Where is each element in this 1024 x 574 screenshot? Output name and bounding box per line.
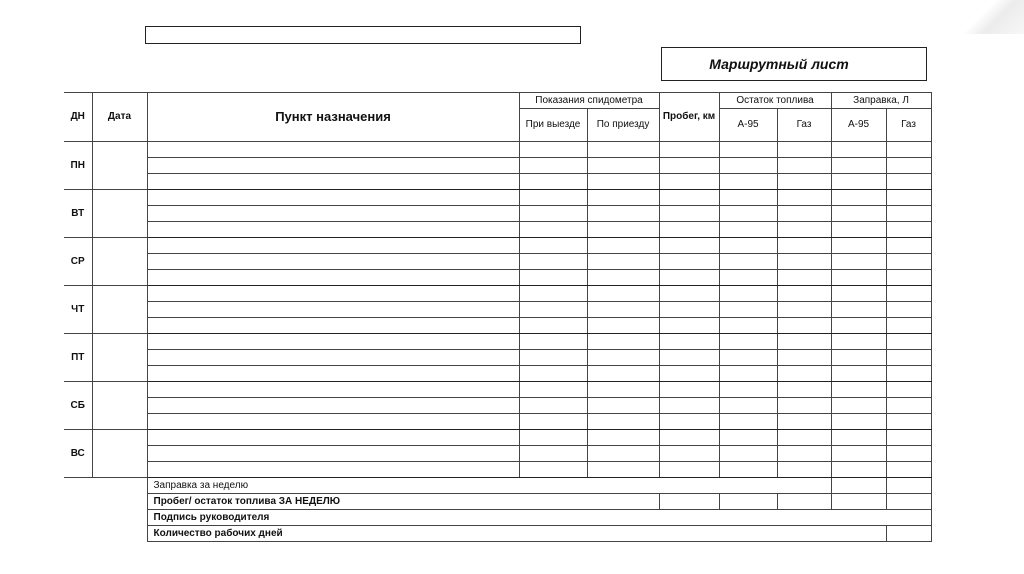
refuel-a95-cell[interactable]	[831, 222, 886, 238]
refuel-a95-cell[interactable]	[831, 318, 886, 334]
refuel-gas-cell[interactable]	[886, 174, 931, 190]
refuel-gas-cell[interactable]	[886, 398, 931, 414]
fuel-gas-cell[interactable]	[777, 222, 831, 238]
refuel-a95-cell[interactable]	[831, 382, 886, 398]
refuel-gas-cell[interactable]	[886, 446, 931, 462]
arrival-cell[interactable]	[587, 190, 659, 206]
arrival-cell[interactable]	[587, 302, 659, 318]
refuel-gas-cell[interactable]	[886, 430, 931, 446]
departure-cell[interactable]	[519, 206, 587, 222]
destination-cell[interactable]	[147, 254, 519, 270]
arrival-cell[interactable]	[587, 270, 659, 286]
day-label: СР	[64, 238, 92, 286]
arrival-cell[interactable]	[587, 430, 659, 446]
day-row	[64, 190, 931, 206]
destination-cell[interactable]	[147, 414, 519, 430]
refuel-a95-cell[interactable]	[831, 366, 886, 382]
mileage-cell[interactable]	[659, 238, 719, 254]
mileage-cell[interactable]	[659, 446, 719, 462]
departure-cell[interactable]	[519, 158, 587, 174]
day-row	[64, 334, 931, 350]
mileage-cell[interactable]	[659, 430, 719, 446]
arrival-cell[interactable]	[587, 142, 659, 158]
destination-cell[interactable]	[147, 350, 519, 366]
mileage-cell[interactable]	[659, 254, 719, 270]
destination-cell[interactable]	[147, 158, 519, 174]
fuel-gas-cell[interactable]	[777, 350, 831, 366]
destination-cell[interactable]	[147, 446, 519, 462]
fuel-gas-cell[interactable]	[777, 174, 831, 190]
day-row	[64, 446, 931, 462]
fuel-gas-cell[interactable]	[777, 446, 831, 462]
date-cell[interactable]	[92, 334, 147, 382]
refuel-gas-cell[interactable]	[886, 318, 931, 334]
departure-cell[interactable]	[519, 446, 587, 462]
mileage-cell[interactable]	[659, 382, 719, 398]
mileage-week-bold: ЗА НЕДЕЛЮ	[278, 495, 341, 507]
refuel-gas-cell[interactable]	[886, 142, 931, 158]
footer-value-cell[interactable]	[886, 478, 931, 494]
departure-cell[interactable]	[519, 430, 587, 446]
day-row	[64, 462, 931, 478]
header-refuel	[831, 93, 931, 109]
destination-cell[interactable]	[147, 462, 519, 478]
fuel-a95-cell[interactable]	[719, 206, 777, 222]
refuel-gas-cell[interactable]	[886, 206, 931, 222]
day-row	[64, 286, 931, 302]
mileage-cell[interactable]	[659, 158, 719, 174]
manager-signature-label: Подпись руководителя	[147, 510, 931, 526]
fuel-a95-cell[interactable]	[719, 270, 777, 286]
date-cell[interactable]	[92, 286, 147, 334]
refuel-a95-cell[interactable]	[831, 350, 886, 366]
mileage-week-prefix: Пробег/ остаток топлива	[153, 495, 279, 507]
day-row	[64, 254, 931, 270]
footer-value-cell[interactable]	[886, 494, 931, 510]
destination-cell[interactable]	[147, 286, 519, 302]
day-row	[64, 382, 931, 398]
refuel-a95-cell[interactable]	[831, 142, 886, 158]
arrival-cell[interactable]	[587, 414, 659, 430]
mileage-week-label	[147, 494, 659, 510]
departure-cell[interactable]	[519, 254, 587, 270]
mileage-cell[interactable]	[659, 302, 719, 318]
fuel-a95-cell[interactable]	[719, 462, 777, 478]
fuel-a95-cell[interactable]	[719, 254, 777, 270]
refuel-gas-cell[interactable]	[886, 222, 931, 238]
fuel-gas-cell[interactable]	[777, 142, 831, 158]
refuel-gas-cell[interactable]	[886, 286, 931, 302]
fuel-gas-cell[interactable]	[777, 462, 831, 478]
header-at-departure: При выезде	[519, 109, 587, 142]
departure-cell[interactable]	[519, 334, 587, 350]
fuel-gas-cell[interactable]	[777, 238, 831, 254]
fuel-a95-cell[interactable]	[719, 190, 777, 206]
header-refuel-label: Заправка, Л	[853, 94, 909, 106]
date-cell[interactable]	[92, 142, 147, 190]
header-input-box[interactable]	[145, 26, 581, 44]
fuel-gas-cell[interactable]	[777, 414, 831, 430]
fuel-a95-cell[interactable]	[719, 174, 777, 190]
mileage-cell[interactable]	[659, 286, 719, 302]
fuel-a95-cell[interactable]	[719, 366, 777, 382]
mileage-cell[interactable]	[659, 142, 719, 158]
header-speedometer: Показания спидометра	[519, 93, 659, 109]
date-cell[interactable]	[92, 190, 147, 238]
refuel-a95-cell[interactable]	[831, 334, 886, 350]
fuel-a95-cell[interactable]	[719, 350, 777, 366]
refuel-a95-cell[interactable]	[831, 398, 886, 414]
refuel-gas-cell[interactable]	[886, 350, 931, 366]
day-label: СБ	[64, 382, 92, 430]
refuel-gas-cell[interactable]	[886, 366, 931, 382]
refuel-a95-cell[interactable]	[831, 174, 886, 190]
page-corner-shadow	[954, 0, 1024, 34]
destination-cell[interactable]	[147, 190, 519, 206]
refuel-gas-cell[interactable]	[886, 270, 931, 286]
arrival-cell[interactable]	[587, 318, 659, 334]
mileage-week-row	[64, 494, 931, 510]
header-day: ДН	[64, 93, 92, 142]
fuel-gas-cell[interactable]	[777, 286, 831, 302]
day-row	[64, 350, 931, 366]
day-label: ПТ	[64, 334, 92, 382]
fuel-a95-cell[interactable]	[719, 414, 777, 430]
fuel-gas-cell[interactable]	[777, 302, 831, 318]
day-row	[64, 238, 931, 254]
destination-cell[interactable]	[147, 366, 519, 382]
header-refuel-a95: А-95	[831, 109, 886, 142]
fuel-gas-cell[interactable]	[777, 398, 831, 414]
footer-value-cell[interactable]	[777, 494, 831, 510]
refuel-a95-cell[interactable]	[831, 302, 886, 318]
footer-value-cell[interactable]	[886, 526, 931, 542]
mileage-cell[interactable]	[659, 366, 719, 382]
refuel-a95-cell[interactable]	[831, 446, 886, 462]
header-destination: Пункт назначения	[147, 93, 519, 142]
header-fuel-left: Остаток топлива	[719, 93, 831, 109]
mileage-cell[interactable]	[659, 462, 719, 478]
fuel-gas-cell[interactable]	[777, 382, 831, 398]
departure-cell[interactable]	[519, 270, 587, 286]
departure-cell[interactable]	[519, 366, 587, 382]
refuel-gas-cell[interactable]	[886, 462, 931, 478]
departure-cell[interactable]	[519, 350, 587, 366]
day-row	[64, 414, 931, 430]
header-mileage: Пробег, км	[659, 93, 719, 142]
refuel-a95-cell[interactable]	[831, 238, 886, 254]
working-days-label: Количество рабочих дней	[147, 526, 886, 542]
departure-cell[interactable]	[519, 190, 587, 206]
mileage-cell[interactable]	[659, 318, 719, 334]
fuel-a95-cell[interactable]	[719, 158, 777, 174]
refuel-a95-cell[interactable]	[831, 286, 886, 302]
departure-cell[interactable]	[519, 462, 587, 478]
arrival-cell[interactable]	[587, 174, 659, 190]
mileage-cell[interactable]	[659, 270, 719, 286]
refuel-gas-cell[interactable]	[886, 190, 931, 206]
arrival-cell[interactable]	[587, 446, 659, 462]
day-row	[64, 302, 931, 318]
refuel-week-label: Заправка за неделю	[147, 478, 831, 494]
fuel-gas-cell[interactable]	[777, 366, 831, 382]
arrival-cell[interactable]	[587, 382, 659, 398]
day-row	[64, 158, 931, 174]
day-row	[64, 206, 931, 222]
route-sheet-table	[64, 92, 932, 542]
refuel-a95-cell[interactable]	[831, 462, 886, 478]
mileage-cell[interactable]	[659, 190, 719, 206]
departure-cell[interactable]	[519, 382, 587, 398]
fuel-a95-cell[interactable]	[719, 238, 777, 254]
mileage-cell[interactable]	[659, 334, 719, 350]
refuel-gas-cell[interactable]	[886, 302, 931, 318]
arrival-cell[interactable]	[587, 350, 659, 366]
arrival-cell[interactable]	[587, 334, 659, 350]
footer-value-cell[interactable]	[831, 478, 886, 494]
destination-cell[interactable]	[147, 238, 519, 254]
arrival-cell[interactable]	[587, 398, 659, 414]
arrival-cell[interactable]	[587, 462, 659, 478]
footer-value-cell[interactable]	[831, 494, 886, 510]
fuel-gas-cell[interactable]	[777, 206, 831, 222]
day-row	[64, 366, 931, 382]
day-row	[64, 142, 931, 158]
day-row	[64, 318, 931, 334]
refuel-a95-cell[interactable]	[831, 190, 886, 206]
mileage-cell[interactable]	[659, 398, 719, 414]
mileage-cell[interactable]	[659, 206, 719, 222]
destination-cell[interactable]	[147, 382, 519, 398]
mileage-cell[interactable]	[659, 414, 719, 430]
refuel-gas-cell[interactable]	[886, 254, 931, 270]
refuel-a95-cell[interactable]	[831, 270, 886, 286]
refuel-gas-cell[interactable]	[886, 334, 931, 350]
destination-cell[interactable]	[147, 206, 519, 222]
refuel-a95-cell[interactable]	[831, 206, 886, 222]
fuel-gas-cell[interactable]	[777, 430, 831, 446]
destination-cell[interactable]	[147, 430, 519, 446]
fuel-gas-cell[interactable]	[777, 254, 831, 270]
day-row	[64, 398, 931, 414]
day-row	[64, 222, 931, 238]
arrival-cell[interactable]	[587, 254, 659, 270]
destination-cell[interactable]	[147, 334, 519, 350]
day-label: ПН	[64, 142, 92, 190]
fuel-a95-cell[interactable]	[719, 334, 777, 350]
destination-cell[interactable]	[147, 270, 519, 286]
refuel-gas-cell[interactable]	[886, 158, 931, 174]
destination-cell[interactable]	[147, 174, 519, 190]
departure-cell[interactable]	[519, 222, 587, 238]
fuel-a95-cell[interactable]	[719, 142, 777, 158]
date-cell[interactable]	[92, 382, 147, 430]
date-cell[interactable]	[92, 238, 147, 286]
day-label: ВТ	[64, 190, 92, 238]
departure-cell[interactable]	[519, 414, 587, 430]
mileage-cell[interactable]	[659, 350, 719, 366]
departure-cell[interactable]	[519, 174, 587, 190]
destination-cell[interactable]	[147, 302, 519, 318]
manager-signature-row	[64, 510, 931, 526]
refuel-gas-cell[interactable]	[886, 414, 931, 430]
refuel-a95-cell[interactable]	[831, 430, 886, 446]
arrival-cell[interactable]	[587, 158, 659, 174]
day-label: ЧТ	[64, 286, 92, 334]
fuel-gas-cell[interactable]	[777, 318, 831, 334]
day-row	[64, 430, 931, 446]
header-date: Дата	[92, 93, 147, 142]
destination-cell[interactable]	[147, 318, 519, 334]
destination-cell[interactable]	[147, 398, 519, 414]
fuel-a95-cell[interactable]	[719, 302, 777, 318]
day-label: ВС	[64, 430, 92, 478]
departure-cell[interactable]	[519, 302, 587, 318]
destination-cell[interactable]	[147, 142, 519, 158]
fuel-a95-cell[interactable]	[719, 286, 777, 302]
working-days-row	[64, 526, 931, 542]
arrival-cell[interactable]	[587, 238, 659, 254]
day-row	[64, 270, 931, 286]
arrival-cell[interactable]	[587, 222, 659, 238]
header-fuel-gas: Газ	[777, 109, 831, 142]
footer-blank	[64, 478, 147, 542]
fuel-a95-cell[interactable]	[719, 430, 777, 446]
refuel-a95-cell[interactable]	[831, 254, 886, 270]
refuel-gas-cell[interactable]	[886, 382, 931, 398]
departure-cell[interactable]	[519, 318, 587, 334]
departure-cell[interactable]	[519, 238, 587, 254]
arrival-cell[interactable]	[587, 286, 659, 302]
refuel-a95-cell[interactable]	[831, 414, 886, 430]
refuel-a95-cell[interactable]	[831, 158, 886, 174]
fuel-gas-cell[interactable]	[777, 334, 831, 350]
arrival-cell[interactable]	[587, 366, 659, 382]
fuel-a95-cell[interactable]	[719, 446, 777, 462]
header-refuel-gas: Газ	[886, 109, 931, 142]
departure-cell[interactable]	[519, 398, 587, 414]
refuel-gas-cell[interactable]	[886, 238, 931, 254]
header-on-arrival: По приезду	[587, 109, 659, 142]
fuel-a95-cell[interactable]	[719, 382, 777, 398]
footer-value-cell[interactable]	[719, 494, 777, 510]
arrival-cell[interactable]	[587, 206, 659, 222]
fuel-a95-cell[interactable]	[719, 222, 777, 238]
date-cell[interactable]	[92, 430, 147, 478]
footer-value-cell[interactable]	[659, 494, 719, 510]
destination-cell[interactable]	[147, 222, 519, 238]
mileage-cell[interactable]	[659, 174, 719, 190]
fuel-gas-cell[interactable]	[777, 158, 831, 174]
fuel-a95-cell[interactable]	[719, 398, 777, 414]
mileage-cell[interactable]	[659, 222, 719, 238]
header-fuel-a95: А-95	[719, 109, 777, 142]
departure-cell[interactable]	[519, 142, 587, 158]
fuel-gas-cell[interactable]	[777, 270, 831, 286]
document-title: Маршрутный лист	[661, 47, 927, 81]
day-row	[64, 174, 931, 190]
refuel-week-row	[64, 478, 931, 494]
fuel-gas-cell[interactable]	[777, 190, 831, 206]
departure-cell[interactable]	[519, 286, 587, 302]
fuel-a95-cell[interactable]	[719, 318, 777, 334]
